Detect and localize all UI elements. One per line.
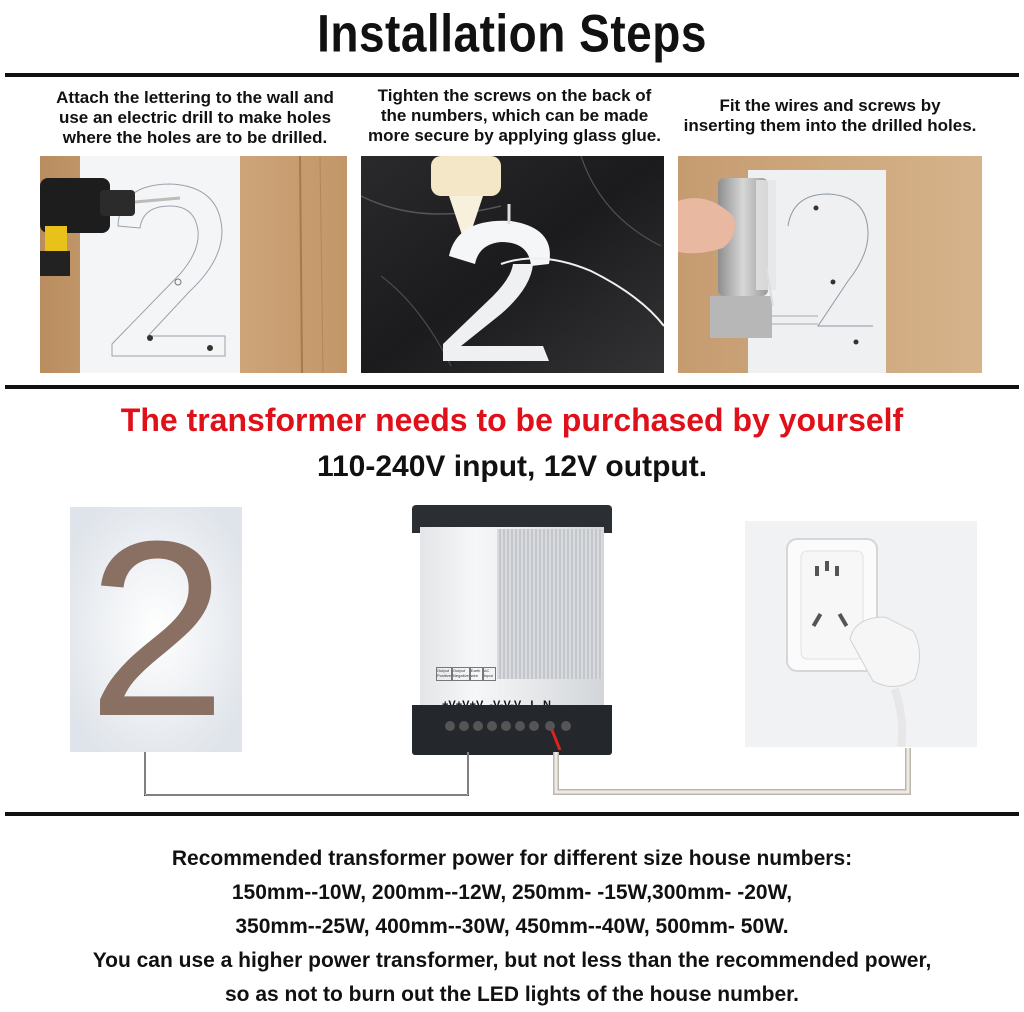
step-3-caption-line: Fit the wires and screws by	[719, 96, 941, 115]
step-3-caption-line: inserting them into the drilled holes.	[683, 116, 977, 135]
step-3-photo	[678, 156, 982, 373]
recommendation-line: Recommended transformer power for different size house numbers:	[171, 847, 853, 870]
transformer-notice: The transformer needs to be purchased by yourself	[120, 402, 904, 438]
step-2-caption-line: Tighten the screws on the back of	[377, 86, 652, 105]
house-number-photo	[70, 507, 242, 752]
step-1-caption-line: use an electric drill to make holes	[58, 108, 332, 127]
step-1-photo	[40, 156, 347, 373]
voltage-spec: 110-240V input, 12V output.	[316, 450, 708, 483]
step-2-photo	[361, 156, 664, 373]
step-2-caption-line: the numbers, which can be made	[380, 106, 649, 125]
step-1-caption-line: Attach the lettering to the wall and	[56, 88, 334, 107]
step-1-caption-line: where the holes are to be drilled.	[62, 128, 328, 147]
divider-bottom	[5, 812, 1019, 816]
house-number-digit: 2	[87, 507, 227, 752]
step-2-caption	[352, 86, 677, 146]
step-3-caption	[665, 96, 995, 136]
label-cell: AC Input	[483, 667, 496, 681]
label-cell: Output Negative	[452, 667, 470, 681]
page-title: Installation Steps	[317, 3, 707, 63]
label-cell: Earth wire	[470, 667, 483, 681]
transformer-photo	[412, 505, 612, 755]
label-cell: Output Positive	[436, 667, 452, 681]
step-2-caption-line: more secure by applying glass glue.	[368, 126, 661, 145]
divider-middle	[5, 385, 1019, 389]
wall-socket-photo	[745, 521, 977, 747]
step-1-caption	[30, 88, 360, 148]
recommendation-line: 350mm--25W, 400mm--30W, 450mm--40W, 500mm- 50W.	[235, 915, 789, 938]
recommendation-line: You can use a higher power transformer, but not less than the recommended power,	[92, 949, 932, 972]
transformer-label-row	[436, 667, 496, 681]
recommendation-block	[0, 842, 1024, 1012]
transformer-fins	[497, 529, 602, 679]
recommendation-line: so as not to burn out the LED lights of the house number.	[225, 983, 799, 1006]
divider-top	[5, 73, 1019, 77]
recommendation-line: 150mm--10W, 200mm--12W, 250mm- -15W,300mm- -20W,	[231, 881, 793, 904]
wiring-diagram	[0, 740, 1024, 810]
